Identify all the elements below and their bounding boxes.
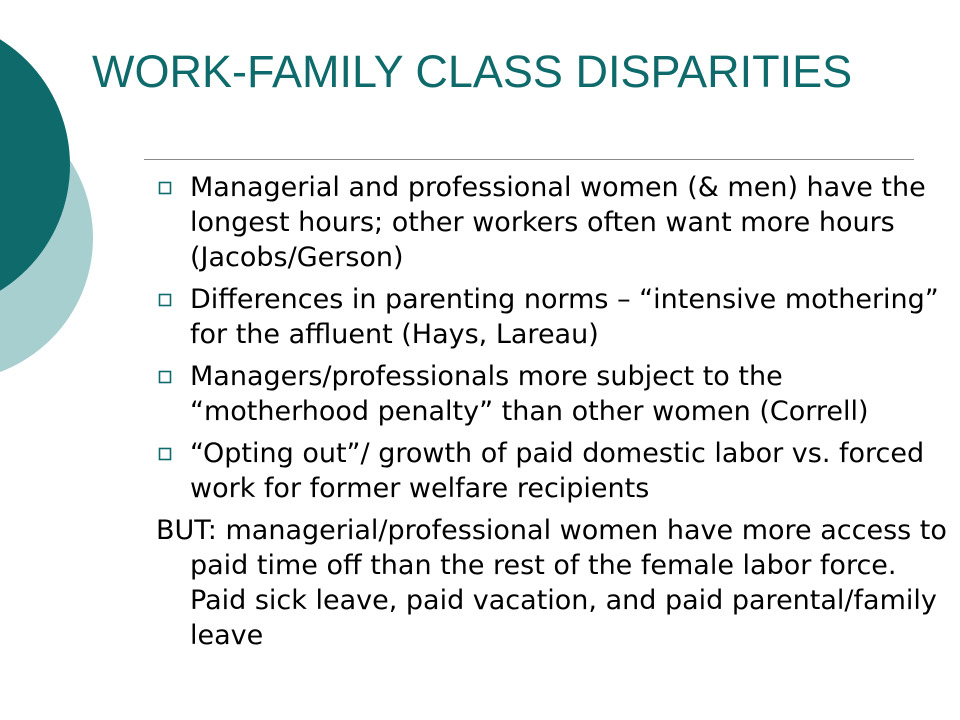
slide-content	[156, 170, 952, 653]
square-outline-bullet-icon	[158, 447, 172, 461]
bullet-text: “Opting out”/ growth of paid domestic labor vs. forced work for former welfare recipients	[190, 438, 925, 504]
square-outline-bullet-icon	[158, 293, 172, 307]
bullet-list	[156, 170, 952, 506]
title-divider	[144, 159, 914, 160]
bullet-item	[156, 170, 952, 275]
slide-title: WORK-FAMILY CLASS DISPARITIES	[92, 46, 853, 97]
decorative-circles	[0, 0, 100, 380]
bullet-item	[156, 282, 952, 352]
bullet-item	[156, 359, 952, 429]
closing-paragraph: BUT: managerial/professional women have more access to paid time off than the rest of the female labor force. Paid sick leave, paid vacation, and paid parental/family leave	[156, 515, 947, 651]
bullet-text: Managers/professionals more subject to the “motherhood penalty” than other women (Correll)	[190, 361, 869, 427]
bullet-text: Differences in parenting norms – “intensive mothering” for the affluent (Hays, Lareau)	[190, 284, 939, 350]
bullet-text: Managerial and professional women (& men) have the longest hours; other workers often want more hours (Jacobs/Gerson)	[190, 172, 926, 273]
bullet-item	[156, 436, 952, 506]
square-outline-bullet-icon	[158, 181, 172, 195]
square-outline-bullet-icon	[158, 370, 172, 384]
